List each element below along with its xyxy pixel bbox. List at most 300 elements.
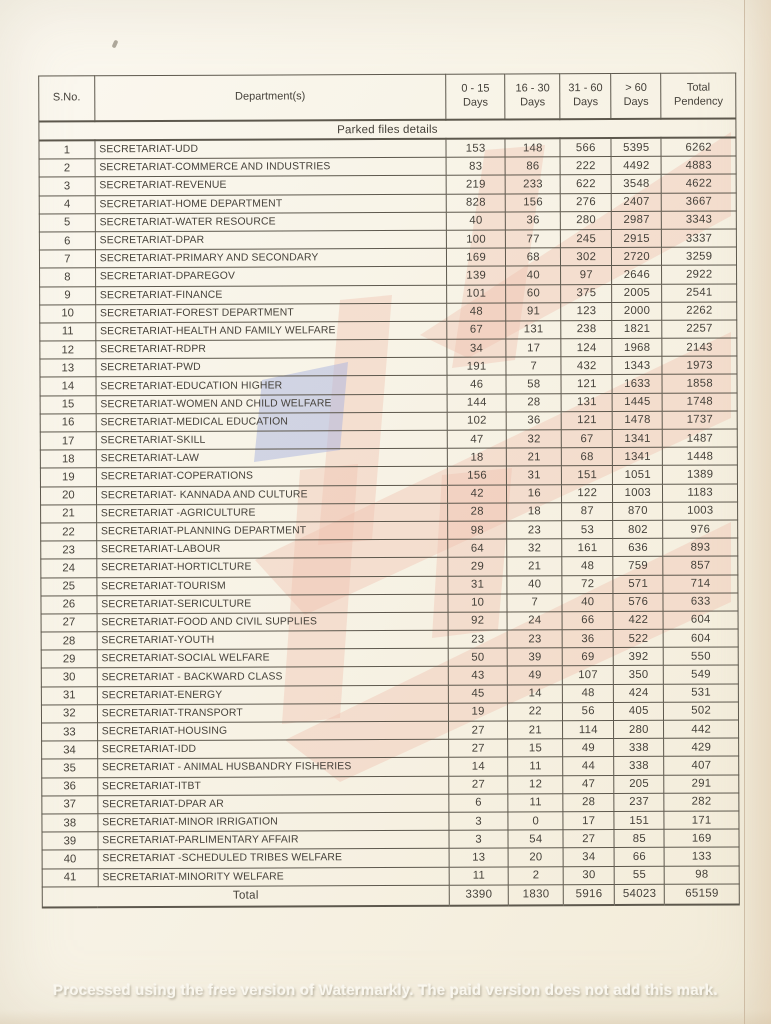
cell-days-16-30: 21 <box>507 557 562 575</box>
cell-days-31-60: 280 <box>561 211 612 229</box>
column-header-days-31-60: 31 - 60 Days <box>560 74 611 120</box>
cell-total-pendency: 893 <box>663 538 738 557</box>
cell-days-31-60: 40 <box>562 593 613 611</box>
cell-total-pendency: 3259 <box>662 247 737 266</box>
cell-total-pendency: 4622 <box>662 174 737 193</box>
cell-days-31-60: 44 <box>563 757 614 775</box>
cell-days-0-15: 47 <box>447 430 506 448</box>
cell-total-pendency: 604 <box>663 629 738 648</box>
cell-total-pendency: 3667 <box>662 193 737 212</box>
column-header-department: Department(s) <box>94 74 445 121</box>
cell-sno: 4 <box>39 195 95 213</box>
cell-days-16-30: 40 <box>506 266 561 284</box>
cell-days-31-60: 87 <box>562 502 613 520</box>
cell-department: SECRETARIAT-SOCIAL WELFARE <box>97 648 448 668</box>
column-header-total-pendency: Total Pendency <box>661 73 736 119</box>
cell-days-16-30: 11 <box>508 793 563 811</box>
cell-days-16-30: 60 <box>506 284 561 302</box>
cell-total-pendency: 633 <box>663 593 738 612</box>
cell-department: SECRETARIAT-ENERGY <box>97 685 448 705</box>
cell-total-pendency: 502 <box>664 702 739 721</box>
cell-days-31-60: 47 <box>563 775 614 793</box>
cell-days-0-15: 18 <box>447 448 506 466</box>
cell-days-16-30: 22 <box>508 703 563 721</box>
cell-sno: 23 <box>41 541 97 559</box>
cell-days-0-15: 3 <box>449 812 508 830</box>
cell-department: SECRETARIAT-RDPR <box>96 339 447 359</box>
column-header-days-over-60: > 60 Days <box>611 73 661 119</box>
cell-days-16-30: 233 <box>505 175 560 193</box>
cell-days-over-60: 405 <box>614 702 664 720</box>
cell-total-pendency: 1389 <box>663 465 738 484</box>
cell-department: SECRETARIAT-COMMERCE AND INDUSTRIES <box>95 157 446 177</box>
cell-days-over-60: 1341 <box>613 447 663 465</box>
cell-days-31-60: 97 <box>561 266 612 284</box>
cell-sno: 20 <box>40 486 96 504</box>
cell-days-31-60: 30 <box>563 866 614 884</box>
cell-department: SECRETARIAT-PRIMARY AND SECONDARY <box>95 248 446 268</box>
cell-days-over-60: 870 <box>613 502 663 520</box>
cell-sno: 18 <box>40 450 96 468</box>
cell-days-16-30: 148 <box>505 138 560 157</box>
cell-days-31-60: 28 <box>563 793 614 811</box>
cell-days-16-30: 16 <box>507 484 562 502</box>
cell-department: SECRETARIAT-HOUSING <box>97 721 448 741</box>
cell-days-16-30: 91 <box>506 302 561 320</box>
cell-days-16-30: 86 <box>505 157 560 175</box>
cell-department: SECRETARIAT-WATER RESOURCE <box>95 212 446 232</box>
column-header-days-0-15: 0 - 15 Days <box>446 74 505 120</box>
column-header-sno: S.No. <box>39 76 95 122</box>
cell-sno: 31 <box>41 686 97 704</box>
cell-department: SECRETARIAT-FOREST DEPARTMENT <box>95 303 446 323</box>
cell-department: SECRETARIAT -AGRICULTURE <box>96 503 447 523</box>
cell-days-16-30: 39 <box>507 648 562 666</box>
cell-total-pendency: 1448 <box>663 447 738 466</box>
cell-total-pendency: 714 <box>663 574 738 593</box>
cell-days-over-60: 1478 <box>612 411 662 429</box>
cell-days-0-15: 29 <box>448 557 507 575</box>
cell-department: SECRETARIAT-PLANNING DEPARTMENT <box>96 521 447 541</box>
cell-days-0-15: 31 <box>448 575 507 593</box>
cell-days-over-60: 1633 <box>612 375 662 393</box>
cell-days-0-15: 100 <box>446 230 505 248</box>
cell-total-pendency: 1737 <box>663 411 738 430</box>
cell-days-0-15: 43 <box>448 666 507 684</box>
cell-days-over-60: 350 <box>613 666 663 684</box>
cell-days-0-15: 169 <box>446 248 505 266</box>
cell-days-0-15: 3 <box>449 830 508 848</box>
cell-days-over-60: 2720 <box>612 247 662 265</box>
cell-total-pendency: 4883 <box>661 156 736 175</box>
cell-days-31-60: 56 <box>563 702 614 720</box>
cell-sno: 9 <box>40 286 96 304</box>
cell-total-pendency: 1973 <box>662 356 737 375</box>
cell-days-0-15: 10 <box>448 594 507 612</box>
cell-department: SECRETARIAT-DPAR <box>95 230 446 250</box>
cell-total-pendency: 429 <box>664 738 739 757</box>
cell-department: SECRETARIAT-FOOD AND CIVIL SUPPLIES <box>97 612 448 632</box>
cell-total-pendency: 2262 <box>662 302 737 321</box>
cell-sno: 40 <box>42 850 98 868</box>
cell-sno: 37 <box>42 796 98 814</box>
cell-days-31-60: 432 <box>561 357 612 375</box>
cell-days-over-60: 2987 <box>612 211 662 229</box>
cell-days-16-30: 77 <box>506 230 561 248</box>
cell-days-31-60: 66 <box>562 611 613 629</box>
cell-days-16-30: 58 <box>506 375 561 393</box>
cell-department: SECRETARIAT-EDUCATION HIGHER <box>96 376 447 396</box>
cell-total-pendency: 549 <box>664 665 739 684</box>
cell-days-0-15: 83 <box>446 157 505 175</box>
cell-total-pendency: 857 <box>663 556 738 575</box>
cell-sno: 30 <box>41 668 97 686</box>
cell-days-over-60: 522 <box>613 629 663 647</box>
cell-days-over-60: 1341 <box>612 429 662 447</box>
total-days-31-60: 5916 <box>564 884 615 905</box>
cell-department: SECRETARIAT-PARLIMENTARY AFFAIR <box>98 830 449 850</box>
cell-department: SECRETARIAT-LABOUR <box>96 539 447 559</box>
cell-sno: 28 <box>41 632 97 650</box>
cell-days-31-60: 121 <box>562 411 613 429</box>
cell-days-0-15: 34 <box>447 339 506 357</box>
cell-department: SECRETARIAT-ITBT <box>97 776 448 796</box>
cell-days-over-60: 3548 <box>611 175 661 193</box>
cell-days-over-60: 66 <box>614 848 664 866</box>
cell-days-0-15: 98 <box>448 521 507 539</box>
cell-sno: 22 <box>41 523 97 541</box>
cell-department: SECRETARIAT-DPAREGOV <box>95 267 446 287</box>
cell-days-31-60: 161 <box>562 539 613 557</box>
cell-days-16-30: 7 <box>506 357 561 375</box>
cell-days-0-15: 102 <box>447 412 506 430</box>
cell-days-over-60: 422 <box>613 611 663 629</box>
cell-days-31-60: 123 <box>561 302 612 320</box>
cell-days-16-30: 28 <box>506 393 561 411</box>
cell-sno: 16 <box>40 414 96 432</box>
cell-total-pendency: 1748 <box>662 393 737 412</box>
cell-sno: 41 <box>42 868 98 886</box>
cell-days-0-15: 23 <box>448 630 507 648</box>
cell-total-pendency: 550 <box>664 647 739 666</box>
cell-department: SECRETARIAT-TOURISM <box>97 576 448 596</box>
cell-days-16-30: 131 <box>506 321 561 339</box>
cell-days-31-60: 69 <box>563 648 614 666</box>
cell-department: SECRETARIAT-FINANCE <box>95 285 446 305</box>
cell-days-over-60: 55 <box>614 866 664 884</box>
cell-total-pendency: 407 <box>664 756 739 775</box>
cell-days-over-60: 237 <box>614 793 664 811</box>
cell-days-31-60: 36 <box>562 630 613 648</box>
cell-days-31-60: 114 <box>563 721 614 739</box>
cell-days-0-15: 67 <box>447 321 506 339</box>
cell-days-over-60: 392 <box>613 648 663 666</box>
cell-department: SECRETARIAT - ANIMAL HUSBANDRY FISHERIES <box>97 758 448 778</box>
cell-department: SECRETARIAT-DPAR AR <box>98 794 449 814</box>
cell-sno: 14 <box>40 377 96 395</box>
cell-days-16-30: 17 <box>506 339 561 357</box>
cell-sno: 33 <box>42 723 98 741</box>
cell-sno: 11 <box>40 323 96 341</box>
cell-sno: 3 <box>39 177 95 195</box>
cell-days-16-30: 32 <box>507 430 562 448</box>
cell-days-over-60: 2005 <box>612 284 662 302</box>
cell-days-over-60: 4492 <box>611 156 661 174</box>
cell-days-16-30: 11 <box>508 757 563 775</box>
cell-days-over-60: 1343 <box>612 357 662 375</box>
parked-files-table <box>38 72 740 908</box>
cell-total-pendency: 2922 <box>662 265 737 284</box>
cell-days-31-60: 48 <box>562 557 613 575</box>
cell-days-0-15: 14 <box>449 757 508 775</box>
cell-days-31-60: 67 <box>562 430 613 448</box>
cell-total-pendency: 604 <box>663 611 738 630</box>
cell-total-pendency: 171 <box>664 811 739 830</box>
parked-files-table-wrap <box>38 72 740 908</box>
cell-days-over-60: 151 <box>614 811 664 829</box>
cell-days-31-60: 622 <box>560 175 611 193</box>
cell-days-over-60: 85 <box>614 829 664 847</box>
cell-days-over-60: 1051 <box>613 466 663 484</box>
cell-days-0-15: 219 <box>446 175 505 193</box>
cell-days-31-60: 131 <box>561 393 612 411</box>
cell-days-31-60: 151 <box>562 466 613 484</box>
total-label: Total <box>42 885 449 907</box>
cell-department: SECRETARIAT-IDD <box>97 739 448 759</box>
cell-days-16-30: 40 <box>507 575 562 593</box>
cell-days-31-60: 245 <box>561 229 612 247</box>
cell-days-31-60: 27 <box>563 830 614 848</box>
cell-days-16-30: 0 <box>508 812 563 830</box>
cell-sno: 25 <box>41 577 97 595</box>
cell-days-0-15: 13 <box>449 848 508 866</box>
cell-days-16-30: 12 <box>508 775 563 793</box>
cell-days-over-60: 5395 <box>611 138 661 157</box>
cell-days-16-30: 15 <box>508 739 563 757</box>
cell-days-31-60: 276 <box>561 193 612 211</box>
table-header-row <box>39 73 736 122</box>
cell-days-over-60: 424 <box>614 684 664 702</box>
cell-days-0-15: 139 <box>447 266 506 284</box>
cell-days-0-15: 28 <box>448 503 507 521</box>
cell-days-16-30: 54 <box>508 830 563 848</box>
cell-sno: 12 <box>40 341 96 359</box>
cell-days-31-60: 122 <box>562 484 613 502</box>
cell-department: SECRETARIAT-HOME DEPARTMENT <box>95 194 446 214</box>
cell-department: SECRETARIAT-WOMEN AND CHILD WELFARE <box>96 394 447 414</box>
cell-days-31-60: 49 <box>563 739 614 757</box>
cell-total-pendency: 2143 <box>662 338 737 357</box>
cell-days-over-60: 802 <box>613 520 663 538</box>
cell-sno: 19 <box>40 468 96 486</box>
cell-days-31-60: 17 <box>563 811 614 829</box>
cell-total-pendency: 1487 <box>663 429 738 448</box>
cell-days-over-60: 576 <box>613 593 663 611</box>
cell-days-over-60: 2000 <box>612 302 662 320</box>
cell-days-31-60: 34 <box>563 848 614 866</box>
cell-department: SECRETARIAT-LAW <box>96 448 447 468</box>
cell-total-pendency: 2257 <box>662 320 737 339</box>
table-title: Parked files details <box>39 118 736 140</box>
cell-sno: 17 <box>40 432 96 450</box>
cell-total-pendency: 2541 <box>662 283 737 302</box>
cell-days-over-60: 2646 <box>612 266 662 284</box>
cell-sno: 38 <box>42 814 98 832</box>
cell-days-0-15: 46 <box>447 375 506 393</box>
cell-department: SECRETARIAT-MEDICAL EDUCATION <box>96 412 447 432</box>
cell-days-31-60: 375 <box>561 284 612 302</box>
cell-days-0-15: 11 <box>449 866 508 884</box>
cell-days-16-30: 49 <box>508 666 563 684</box>
cell-days-0-15: 19 <box>448 703 507 721</box>
cell-sno: 5 <box>39 214 95 232</box>
cell-days-over-60: 1003 <box>613 484 663 502</box>
cell-days-16-30: 156 <box>505 193 560 211</box>
cell-days-16-30: 18 <box>507 502 562 520</box>
cell-days-0-15: 101 <box>447 284 506 302</box>
cell-days-16-30: 32 <box>507 539 562 557</box>
cell-total-pendency: 1858 <box>662 374 737 393</box>
cell-sno: 1 <box>39 140 95 159</box>
cell-days-0-15: 92 <box>448 612 507 630</box>
cell-department: SECRETARIAT-UDD <box>95 139 446 159</box>
cell-days-over-60: 759 <box>613 557 663 575</box>
total-total-pendency: 65159 <box>665 884 740 905</box>
cell-days-16-30: 20 <box>508 848 563 866</box>
cell-sno: 34 <box>42 741 98 759</box>
cell-days-over-60: 338 <box>614 738 664 756</box>
paper-edge-bottom <box>0 1010 771 1024</box>
cell-total-pendency: 169 <box>664 829 739 848</box>
total-days-16-30: 1830 <box>509 884 564 905</box>
total-days-0-15: 3390 <box>449 885 508 906</box>
cell-department: SECRETARIAT - BACKWARD CLASS <box>97 667 448 687</box>
cell-department: SECRETARIAT-HEALTH AND FAMILY WELFARE <box>96 321 447 341</box>
cell-department: SECRETARIAT-HORTICLTURE <box>97 558 448 578</box>
cell-total-pendency: 3343 <box>662 211 737 230</box>
cell-days-16-30: 23 <box>507 521 562 539</box>
cell-department: SECRETARIAT-COPERATIONS <box>96 467 447 487</box>
cell-days-0-15: 40 <box>446 212 505 230</box>
cell-sno: 7 <box>39 250 95 268</box>
cell-department: SECRETARIAT -SCHEDULED TRIBES WELFARE <box>98 849 449 869</box>
cell-days-31-60: 302 <box>561 248 612 266</box>
cell-total-pendency: 3337 <box>662 229 737 248</box>
cell-days-0-15: 45 <box>448 685 507 703</box>
cell-total-pendency: 1183 <box>663 484 738 503</box>
cell-days-over-60: 636 <box>613 538 663 556</box>
cell-days-16-30: 2 <box>508 866 563 884</box>
cell-total-pendency: 282 <box>664 793 739 812</box>
cell-department: SECRETARIAT-REVENUE <box>95 176 446 196</box>
cell-days-31-60: 222 <box>560 157 611 175</box>
cell-department: SECRETARIAT-SKILL <box>96 430 447 450</box>
cell-days-0-15: 50 <box>448 648 507 666</box>
cell-sno: 24 <box>41 559 97 577</box>
watermarkly-caption: Processed using the free version of Watermarkly. The paid version does not add this mark. <box>53 982 718 999</box>
cell-days-over-60: 1968 <box>612 338 662 356</box>
cell-sno: 2 <box>39 159 95 177</box>
cell-days-0-15: 191 <box>447 357 506 375</box>
cell-days-16-30: 21 <box>507 448 562 466</box>
cell-sno: 27 <box>41 614 97 632</box>
cell-days-0-15: 42 <box>448 485 507 503</box>
cell-days-over-60: 1445 <box>612 393 662 411</box>
cell-days-0-15: 27 <box>449 721 508 739</box>
cell-days-16-30: 36 <box>506 412 561 430</box>
cell-sno: 32 <box>41 705 97 723</box>
cell-days-over-60: 2915 <box>612 229 662 247</box>
cell-days-16-30: 31 <box>507 466 562 484</box>
cell-sno: 10 <box>40 304 96 322</box>
cell-department: SECRETARIAT-YOUTH <box>97 630 448 650</box>
table-total-row <box>42 884 739 908</box>
total-days-over-60: 54023 <box>614 884 664 905</box>
cell-days-0-15: 27 <box>449 776 508 794</box>
cell-total-pendency: 442 <box>664 720 739 739</box>
cell-days-0-15: 6 <box>449 794 508 812</box>
cell-sno: 36 <box>42 777 98 795</box>
cell-total-pendency: 6262 <box>661 137 736 156</box>
cell-total-pendency: 976 <box>663 520 738 539</box>
cell-department: SECRETARIAT-SERICULTURE <box>97 594 448 614</box>
cell-days-0-15: 153 <box>446 138 505 157</box>
cell-days-31-60: 566 <box>560 138 611 157</box>
cell-days-16-30: 14 <box>508 684 563 702</box>
cell-sno: 29 <box>41 650 97 668</box>
cell-days-31-60: 238 <box>561 320 612 338</box>
cell-total-pendency: 98 <box>665 865 740 884</box>
cell-days-0-15: 27 <box>449 739 508 757</box>
cell-days-0-15: 828 <box>446 194 505 212</box>
cell-days-over-60: 205 <box>614 775 664 793</box>
cell-days-31-60: 121 <box>561 375 612 393</box>
cell-total-pendency: 531 <box>664 684 739 703</box>
cell-days-31-60: 72 <box>562 575 613 593</box>
cell-sno: 15 <box>40 395 96 413</box>
cell-total-pendency: 291 <box>664 775 739 794</box>
cell-days-over-60: 338 <box>614 757 664 775</box>
cell-days-over-60: 571 <box>613 575 663 593</box>
cell-days-16-30: 23 <box>507 630 562 648</box>
cell-days-31-60: 124 <box>561 339 612 357</box>
cell-days-31-60: 48 <box>563 684 614 702</box>
cell-days-over-60: 2407 <box>611 193 661 211</box>
cell-sno: 13 <box>40 359 96 377</box>
cell-days-0-15: 64 <box>448 539 507 557</box>
cell-days-16-30: 21 <box>508 721 563 739</box>
cell-department: SECRETARIAT- KANNADA AND CULTURE <box>96 485 447 505</box>
cell-days-16-30: 36 <box>506 211 561 229</box>
cell-department: SECRETARIAT-MINORITY WELFARE <box>98 867 449 887</box>
paper-edge-right <box>744 0 771 1024</box>
cell-days-0-15: 144 <box>447 394 506 412</box>
cell-days-31-60: 107 <box>563 666 614 684</box>
cell-days-16-30: 24 <box>507 612 562 630</box>
cell-days-16-30: 68 <box>506 248 561 266</box>
cell-total-pendency: 133 <box>664 847 739 866</box>
cell-total-pendency: 1003 <box>663 502 738 521</box>
cell-department: SECRETARIAT-MINOR IRRIGATION <box>98 812 449 832</box>
column-header-days-16-30: 16 - 30 Days <box>505 74 560 120</box>
cell-days-over-60: 1821 <box>612 320 662 338</box>
cell-sno: 26 <box>41 595 97 613</box>
cell-sno: 6 <box>39 232 95 250</box>
cell-days-31-60: 53 <box>562 520 613 538</box>
cell-sno: 8 <box>40 268 96 286</box>
cell-sno: 35 <box>42 759 98 777</box>
cell-days-over-60: 280 <box>614 720 664 738</box>
